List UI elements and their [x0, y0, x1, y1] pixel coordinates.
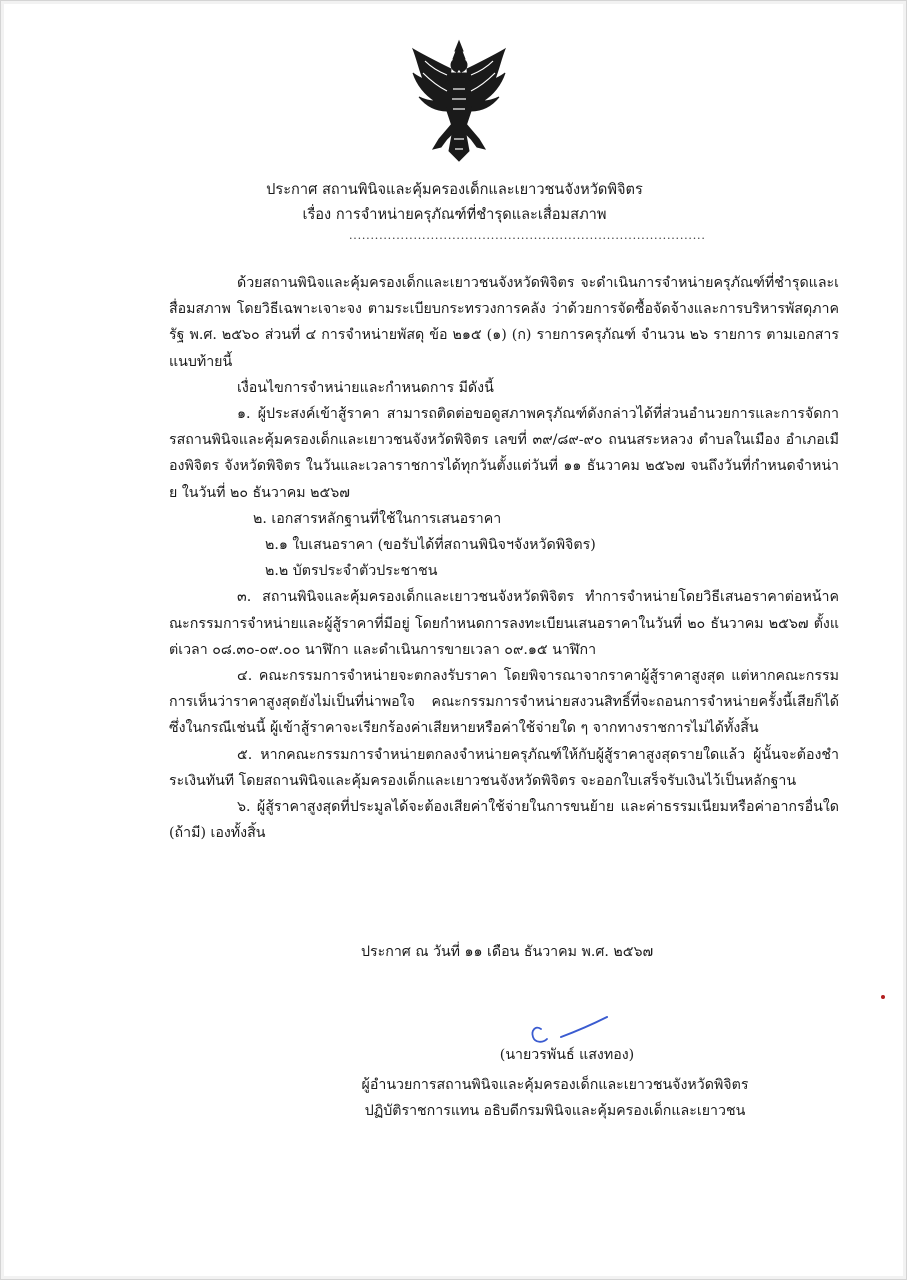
announcement-body [169, 270, 839, 846]
condition-item-2-1: ๒.๑ ใบเสนอราคา (ขอรับได้ที่สถานพินิจฯจังหวัดพิจิตร) [265, 537, 596, 554]
condition-item-3: ๓. สถานพินิจและคุ้มครองเด็กและเยาวชนจังหวัดพิจิตร ทำการจำหน่ายโดยวิธีเสนอราคาต่อหน้าคณะกรรมการจำหน่ายและผู้สู้ราคาที่มีอยู่ โดยกำหนดการลงทะเบียนเสนอราคาในวันที่ ๒๐ ธันวาคม ๒๕๖๗ ตั้งแต่เวลา ๐๘.๓๐-๐๙.๐๐ นาฬิกา และดำเนินการขายเวลา ๐๙.๑๕ นาฬิกา [169, 589, 839, 658]
condition-item-2-2: ๒.๒ บัตรประจำตัวประชาชน [265, 563, 438, 580]
announcement-date: ประกาศ ณ วันที่ ๑๑ เดือน ธันวาคม พ.ศ. ๒๕๖๗ [361, 944, 654, 960]
ink-speck [881, 995, 885, 999]
announcement-subject: เรื่อง การจำหน่ายครุภัณฑ์ที่ชำรุดและเสื่อมสภาพ [302, 206, 607, 223]
garuda-emblem-icon [409, 39, 509, 167]
condition-item-5: ๕. หากคณะกรรมการจำหน่ายตกลงจำหน่ายครุภัณฑ์ให้กับผู้สู้ราคาสูงสุดรายใดแล้ว ผู้นั้นจะต้องชำระเงินทันที โดยสถานพินิจและคุ้มครองเด็กและเยาวชนจังหวัดพิจิตร จะออกใบเสร็จรับเงินไว้เป็นหลักฐาน [169, 746, 839, 789]
signer-title: ผู้อำนวยการสถานพินิจและคุ้มครองเด็กและเยาวชนจังหวัดพิจิตร [361, 1077, 749, 1093]
announcement-title: ประกาศ สถานพินิจและคุ้มครองเด็กและเยาวชนจังหวัดพิจิตร [266, 181, 643, 198]
signer-name: (นายวรพันธ์ แสงทอง) [499, 1047, 635, 1063]
header-divider: ................................................................................... [349, 229, 706, 242]
condition-item-1: ๑. ผู้ประสงค์เข้าสู้ราคา สามารถติดต่อขอดูสภาพครุภัณฑ์ดังกล่าวได้ที่ส่วนอำนวยการและการจัดการสถานพินิจและคุ้มครองเด็กและเยาวชนจังหวัดพิจิตร เลขที่ ๓๙/๘๙-๙๐ ถนนสระหลวง ตำบลในเมือง อำเภอเมืองพิจิตร จังหวัดพิจิตร ในวันและเวลาราชการได้ทุกวันตั้งแต่วันที่ ๑๑ ธันวาคม ๒๕๖๗ จนถึงวันที่กำหนดจำหน่าย ในวันที่ ๒๐ ธันวาคม ๒๕๖๗ [169, 406, 839, 501]
condition-item-2: ๒. เอกสารหลักฐานที่ใช้ในการเสนอราคา [253, 510, 502, 527]
intro-paragraph: ด้วยสถานพินิจและคุ้มครองเด็กและเยาวชนจังหวัดพิจิตร จะดำเนินการจำหน่ายครุภัณฑ์ที่ชำรุดและเสื่อมสภาพ โดยวิธีเฉพาะเจาะจง ตามระเบียบกระทรวงการคลัง ว่าด้วยการจัดซื้อจัดจ้างและการบริหารพัสดุภาครัฐ พ.ศ. ๒๕๖๐ ส่วนที่ ๔ การจำหน่ายพัสดุ ข้อ ๒๑๕ (๑) (ก) รายการครุภัณฑ์ จำนวน ๒๖ รายการ ตามเอกสารแนบท้ายนี้ [169, 275, 839, 370]
condition-item-4: ๔. คณะกรรมการจำหน่ายจะตกลงรับราคา โดยพิจารณาจากราคาผู้สู้ราคาสูงสุด แต่หากคณะกรรมการเห็นว่าราคาสูงสุดยังไม่เป็นที่น่าพอใจ คณะกรรมการจำหน่ายสงวนสิทธิ์ที่จะถอนการจำหน่ายครั้งนี้เสียก็ได้ ซึ่งในกรณีเช่นนี้ ผู้เข้าสู้ราคาจะเรียกร้องค่าเสียหายหรือค่าใช้จ่ายใด ๆ จากทางราชการไม่ได้ทั้งสิ้น [169, 668, 839, 737]
acting-for: ปฏิบัติราชการแทน อธิบดีกรมพินิจและคุ้มครองเด็กและเยาวชน [364, 1103, 746, 1119]
conditions-heading: เงื่อนไขการจำหน่ายและกำหนดการ มีดังนี้ [237, 379, 494, 396]
condition-item-6: ๖. ผู้สู้ราคาสูงสุดที่ประมูลได้จะต้องเสียค่าใช้จ่ายในการขนย้าย และค่าธรรมเนียมหรือค่าอากรอื่นใด (ถ้ามี) เองทั้งสิ้น [169, 799, 839, 842]
